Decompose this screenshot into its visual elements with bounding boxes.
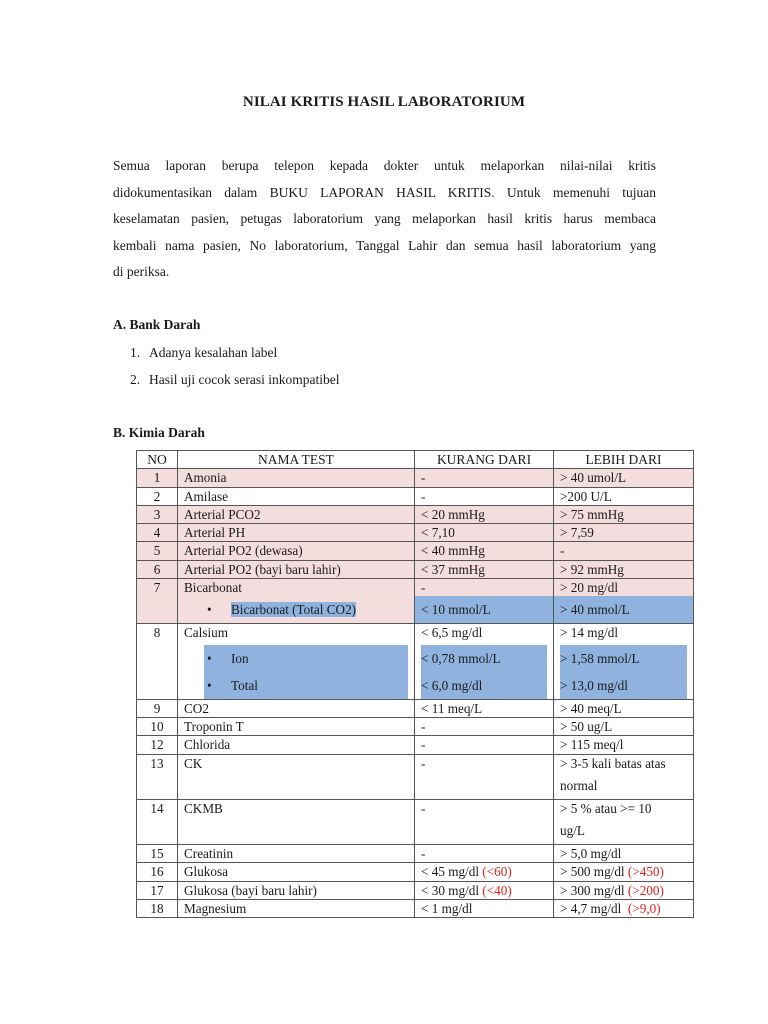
high-value: > 40 meq/L <box>554 699 694 717</box>
sub-high-value: > 13,0 mg/dl <box>560 677 628 693</box>
intro-paragraph <box>113 153 656 286</box>
low-alt-value: (<60) <box>482 864 512 880</box>
test-name: Magnesium <box>178 900 415 918</box>
sub-test-name: Total <box>231 677 258 693</box>
table-row <box>137 560 694 578</box>
list-item <box>130 339 339 366</box>
table-header-row <box>137 451 694 469</box>
high-alt-value: (>200) <box>627 882 664 898</box>
low-value: - <box>415 845 554 863</box>
sub-high-value: > 1,58 mmol/L <box>560 650 640 666</box>
low-value: < 30 mg/dl <box>421 882 479 898</box>
high-value: > 300 mg/dl <box>560 882 625 898</box>
row-number: 14 <box>137 799 178 844</box>
high-value: > 92 mmHg <box>554 560 694 578</box>
test-name: CK <box>178 754 415 799</box>
test-name: Amonia <box>178 469 415 487</box>
column-header-low: KURANG DARI <box>415 451 554 469</box>
low-value: < 6,5 mg/dl <box>421 625 483 641</box>
table-row <box>137 542 694 560</box>
test-name: CO2 <box>178 699 415 717</box>
row-number: 8 <box>137 624 178 699</box>
sub-values-highlight <box>560 645 687 699</box>
low-value: - <box>415 799 554 844</box>
table-row <box>137 881 694 899</box>
intro-line: di periksa. <box>113 264 170 280</box>
low-value: - <box>415 717 554 735</box>
row-number: 16 <box>137 863 178 881</box>
low-value: - <box>415 487 554 505</box>
test-name: Arterial PO2 (dewasa) <box>178 542 415 560</box>
high-value: >200 U/L <box>554 487 694 505</box>
low-alt-value: (<40) <box>482 882 512 898</box>
intro-line: didokumentasikan dalam BUKU LAPORAN HASIL KRITIS. Untuk memenuhi tujuan <box>113 184 656 200</box>
low-value-cell <box>415 863 554 881</box>
high-value-cell <box>554 579 694 624</box>
row-number: 5 <box>137 542 178 560</box>
intro-line: keselamatan pasien, petugas laboratorium yang melaporkan hasil kritis harus membaca <box>113 211 656 227</box>
low-value: - <box>421 580 426 596</box>
page-title: NILAI KRITIS HASIL LABORATORIUM <box>242 94 526 110</box>
intro-line: kembali nama pasien, No laboratorium, Tanggal Lahir dan semua hasil laboratorium yang <box>113 237 656 253</box>
row-number: 1 <box>137 469 178 487</box>
low-value-cell <box>415 579 554 624</box>
row-number: 13 <box>137 754 178 799</box>
table-row <box>137 469 694 487</box>
sub-values-highlight <box>421 645 547 699</box>
high-value: - <box>554 542 694 560</box>
low-value: < 20 mmHg <box>415 505 554 523</box>
sub-item <box>204 672 408 699</box>
table-row <box>137 717 694 735</box>
high-alt-value: (>9,0) <box>627 901 661 917</box>
high-value: > 7,59 <box>554 524 694 542</box>
high-value-cont: ug/L <box>560 823 585 839</box>
table-row <box>137 524 694 542</box>
row-number: 17 <box>137 881 178 899</box>
list-item <box>130 366 339 393</box>
sub-low-value: < 10 mmol/L <box>415 596 553 623</box>
high-value-cell <box>554 624 694 699</box>
test-name: Troponin T <box>178 717 415 735</box>
section-b-heading: B. Kimia Darah <box>113 425 205 440</box>
list-text: Adanya kesalahan label <box>149 345 278 360</box>
high-value-cell <box>554 863 694 881</box>
low-value: - <box>415 754 554 799</box>
low-value: - <box>415 736 554 754</box>
high-value-cell <box>554 900 694 918</box>
high-value: > 500 mg/dl <box>560 864 625 880</box>
high-value: > 5 % atau >= 10 <box>560 800 652 816</box>
sub-test-name: Bicarbonat (Total CO2) <box>231 602 357 618</box>
table-row <box>137 579 694 624</box>
low-value-cell <box>415 881 554 899</box>
high-value: > 50 ug/L <box>554 717 694 735</box>
bullet-dot-icon: • <box>207 602 212 618</box>
test-name: Arterial PO2 (bayi baru lahir) <box>178 560 415 578</box>
list-text: Hasil uji cocok serasi inkompatibel <box>149 372 340 387</box>
test-name: Amilase <box>178 487 415 505</box>
section-a-heading: A. Bank Darah <box>113 317 201 332</box>
low-value: < 7,10 <box>415 524 554 542</box>
table-row <box>137 487 694 505</box>
high-value: > 115 meq/l <box>554 736 694 754</box>
low-value: < 45 mg/dl <box>421 864 479 880</box>
high-value: > 14 mg/dl <box>560 625 618 641</box>
intro-line: Semua laporan berupa telepon kepada dokter untuk melaporkan nilai-nilai kritis <box>113 158 656 173</box>
high-value: > 4,7 mg/dl <box>560 901 622 917</box>
table-row <box>137 863 694 881</box>
test-name: CKMB <box>178 799 415 844</box>
row-number: 9 <box>137 699 178 717</box>
table-row <box>137 900 694 918</box>
high-alt-value: (>450) <box>627 864 664 880</box>
section-a-list <box>130 339 339 393</box>
table-row <box>137 505 694 523</box>
table-row <box>137 754 694 799</box>
sub-low-value: < 0,78 mmol/L <box>421 650 501 666</box>
test-name: Arterial PCO2 <box>178 505 415 523</box>
bullet-dot-icon: • <box>207 677 212 693</box>
test-name-cell <box>178 579 415 624</box>
table-row <box>137 736 694 754</box>
sub-high-value: > 40 mmol/L <box>554 596 693 623</box>
high-value: > 75 mmHg <box>554 505 694 523</box>
table-row <box>137 845 694 863</box>
table-row <box>137 699 694 717</box>
table-row <box>137 799 694 844</box>
bullet-dot-icon: • <box>207 650 212 666</box>
low-value-cell <box>415 624 554 699</box>
test-name: Glukosa <box>178 863 415 881</box>
high-value: > 40 umol/L <box>554 469 694 487</box>
sub-item <box>204 645 408 672</box>
test-name: Arterial PH <box>178 524 415 542</box>
sub-item <box>184 596 408 623</box>
high-value: > 3-5 kali batas atas <box>560 755 666 771</box>
critical-values-table <box>136 450 694 918</box>
column-header-name: NAMA TEST <box>178 451 415 469</box>
row-number: 4 <box>137 524 178 542</box>
sub-items-highlight <box>204 645 408 699</box>
low-value: - <box>415 469 554 487</box>
sub-test-name: Ion <box>231 650 249 666</box>
sub-low-value: < 6,0 mg/dl <box>421 677 483 693</box>
column-header-no: NO <box>137 451 178 469</box>
row-number: 10 <box>137 717 178 735</box>
test-name: Glukosa (bayi baru lahir) <box>178 881 415 899</box>
low-value: < 1 mg/dl <box>415 900 554 918</box>
row-number: 15 <box>137 845 178 863</box>
row-number: 7 <box>137 579 178 624</box>
row-number: 2 <box>137 487 178 505</box>
high-value-cell <box>554 881 694 899</box>
high-value-cell <box>554 799 694 844</box>
test-name: Creatinin <box>178 845 415 863</box>
column-header-high: LEBIH DARI <box>554 451 694 469</box>
test-name: Chlorida <box>178 736 415 754</box>
list-number: 1. <box>130 345 141 360</box>
row-number: 18 <box>137 900 178 918</box>
row-number: 12 <box>137 736 178 754</box>
test-name-cell <box>178 624 415 699</box>
low-value: < 40 mmHg <box>415 542 554 560</box>
low-value: < 37 mmHg <box>415 560 554 578</box>
high-value-cont: normal <box>560 777 598 793</box>
test-name: Bicarbonat <box>184 580 242 596</box>
high-value-cell <box>554 754 694 799</box>
high-value: > 5,0 mg/dl <box>554 845 694 863</box>
list-number: 2. <box>130 372 141 387</box>
low-value: < 11 meq/L <box>415 699 554 717</box>
row-number: 3 <box>137 505 178 523</box>
table-row <box>137 624 694 699</box>
test-name: Calsium <box>184 625 228 641</box>
row-number: 6 <box>137 560 178 578</box>
high-value: > 20 mg/dl <box>560 580 618 596</box>
